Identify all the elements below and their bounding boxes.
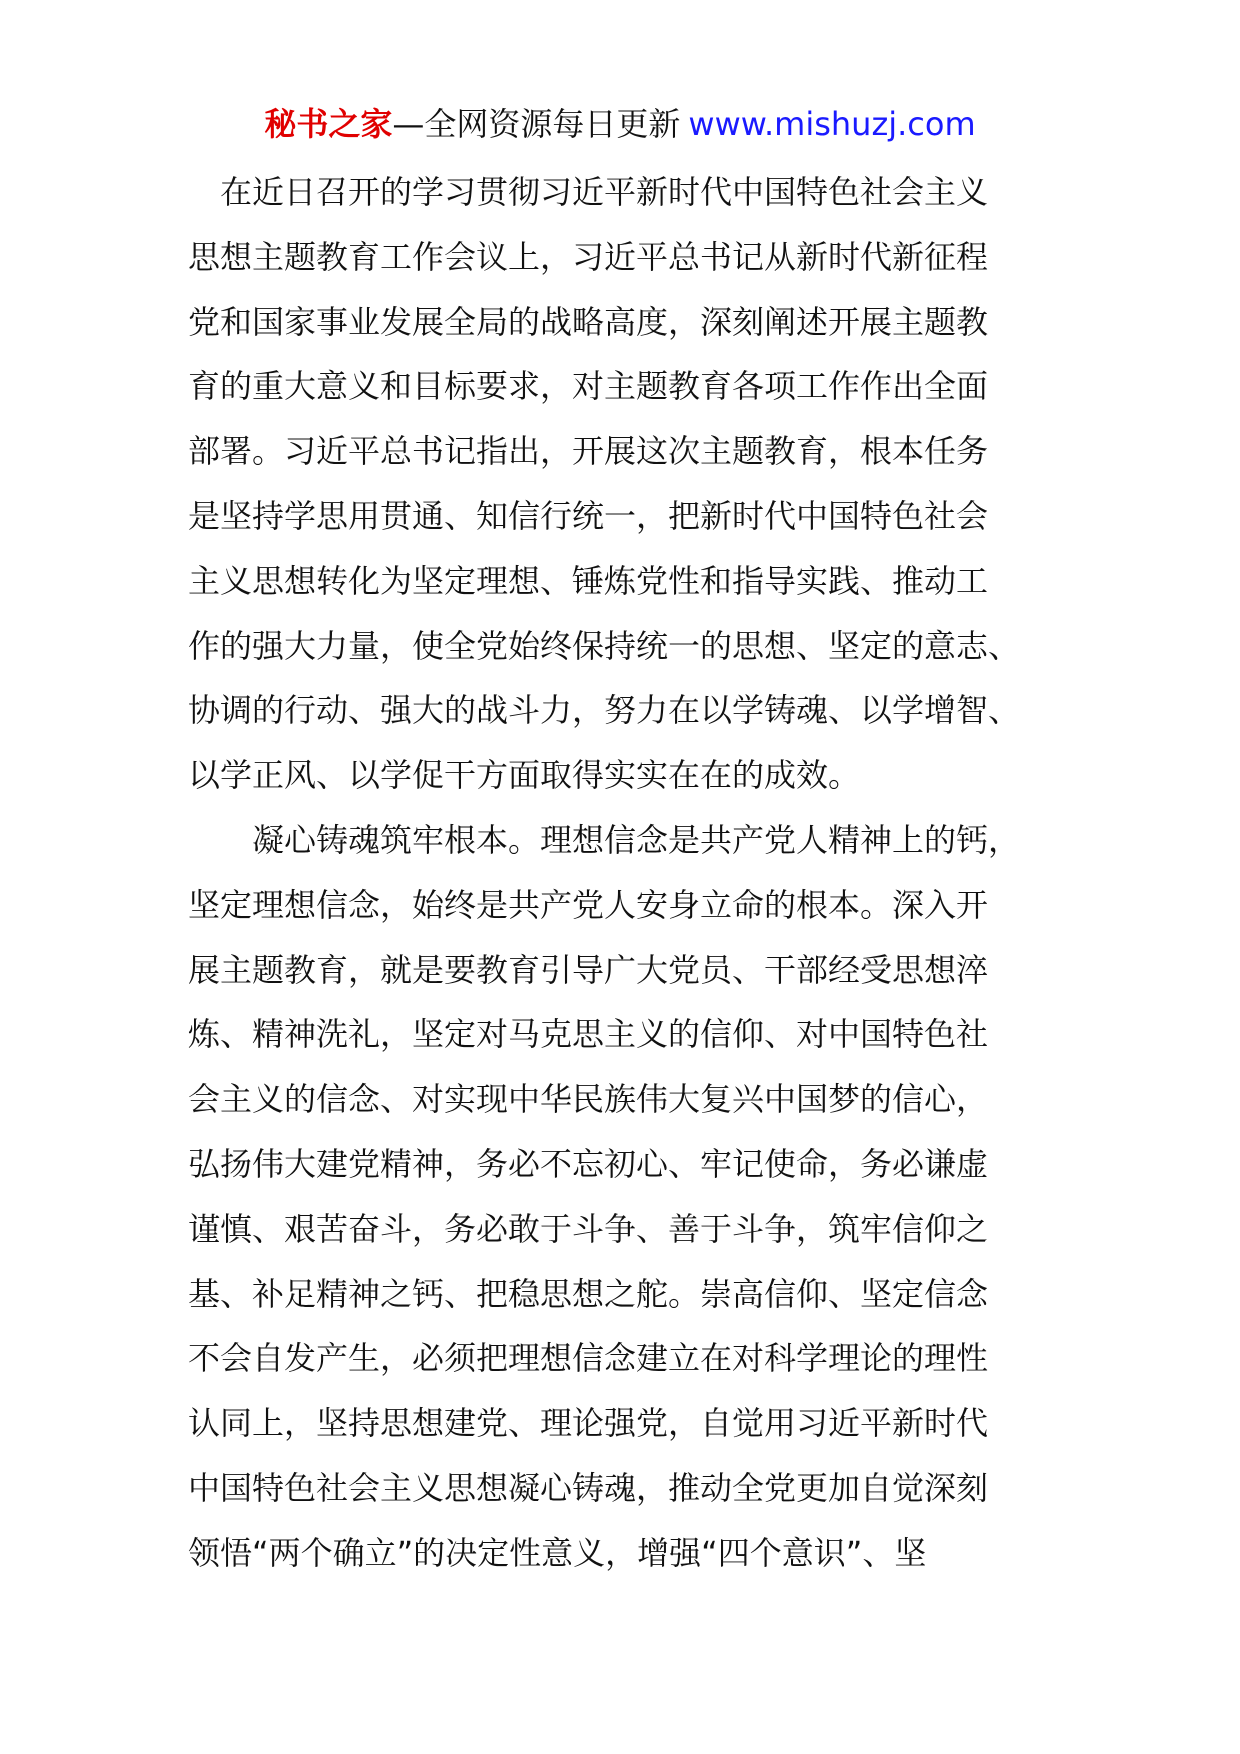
- text-line: 会主义的信念、对实现中华民族伟大复兴中国梦的信心，: [188, 1080, 989, 1119]
- text-line: 认同上，坚持思想建党、理论强党，自觉用习近平新时代: [188, 1404, 989, 1443]
- text-line: 领悟“两个确立”的决定性意义，增强“四个意识”、坚: [188, 1533, 927, 1572]
- text-line: 谨慎、艰苦奋斗，务必敢于斗争、善于斗争，筑牢信仰之: [188, 1209, 989, 1248]
- text-line: 协调的行动、强大的战斗力，努力在以学铸魂、以学增智、: [188, 691, 1021, 730]
- text-line: 基、补足精神之钙、把稳思想之舵。崇高信仰、坚定信念: [188, 1274, 989, 1313]
- text-line: 弘扬伟大建党精神，务必不忘初心、牢记使命，务必谦虚: [188, 1144, 989, 1183]
- text-line: 思想主题教育工作会议上，习近平总书记从新时代新征程: [188, 237, 989, 276]
- text-line: 是坚持学思用贯通、知信行统一，把新时代中国特色社会: [188, 496, 989, 535]
- text-line: 以学正风、以学促干方面取得实实在在的成效。: [188, 756, 861, 795]
- text-line: 炼、精神洗礼，坚定对马克思主义的信仰、对中国特色社: [188, 1015, 989, 1054]
- text-line: 育的重大意义和目标要求，对主题教育各项工作作出全面: [188, 367, 989, 406]
- text-line: 不会自发产生，必须把理想信念建立在对科学理论的理性: [188, 1339, 989, 1378]
- page-header: [0, 96, 1240, 152]
- site-link[interactable]: www.mishuzj.com: [688, 105, 976, 143]
- text-line: 作的强大力量，使全党始终保持统一的思想、坚定的意志、: [188, 626, 1021, 665]
- text-line: 坚定理想信念，始终是共产党人安身立命的根本。深入开: [188, 885, 989, 924]
- text-line: 主义思想转化为坚定理想、锤炼党性和指导实践、推动工: [188, 561, 989, 600]
- paragraph-2: [188, 808, 1052, 1586]
- text-line: 凝心铸魂筑牢根本。理想信念是共产党人精神上的钙，: [252, 820, 1021, 859]
- text-line: 中国特色社会主义思想凝心铸魂，推动全党更加自觉深刻: [188, 1468, 989, 1507]
- text-line: 在近日召开的学习贯彻习近平新时代中国特色社会主义: [220, 173, 989, 211]
- text-line: 展主题教育，就是要教育引导广大党员、干部经受思想淬: [188, 950, 989, 989]
- text-line: 党和国家事业发展全局的战略高度，深刻阐述开展主题教: [188, 302, 989, 341]
- document-body: [188, 160, 1052, 1586]
- text-line: 部署。习近平总书记指出，开展这次主题教育，根本任务: [188, 432, 989, 471]
- brand-name: 秘书之家: [264, 105, 393, 143]
- header-tagline: —全网资源每日更新: [392, 105, 681, 143]
- paragraph-1: [188, 160, 1052, 808]
